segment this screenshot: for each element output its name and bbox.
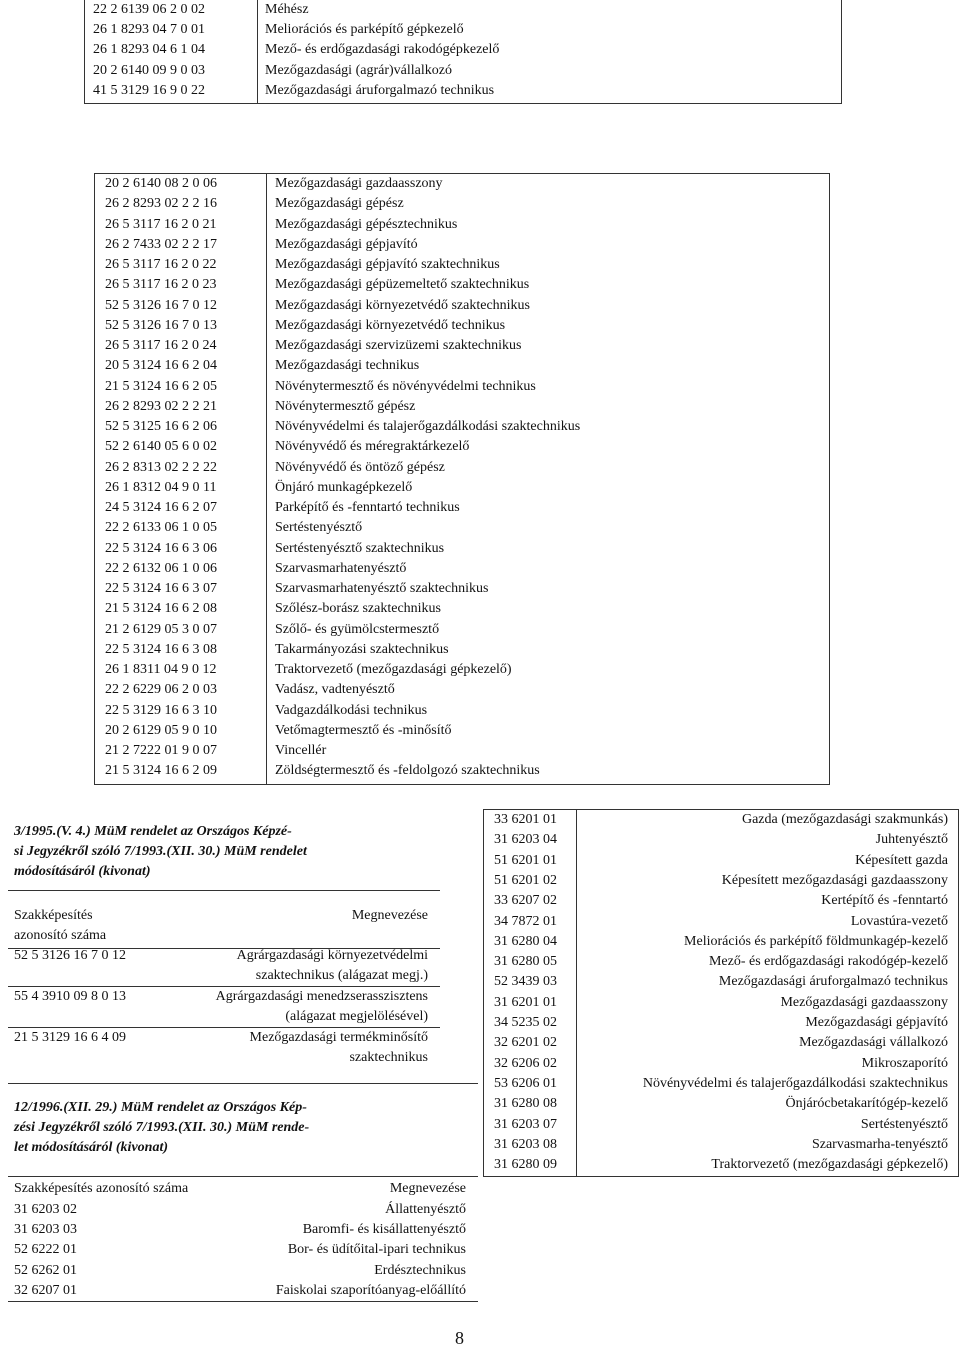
row-code: 32 6201 02 (494, 1035, 557, 1051)
row-name (250, 1028, 428, 1068)
row-name: Bor- és üdítőital-ipari technikus (287, 1242, 466, 1258)
row-name: Növényvédelmi és talajerőgazdálkodási szaktechnikus (275, 419, 581, 434)
row-name: Mezőgazdasági környezetvédő szaktechnikus (275, 297, 531, 313)
table-row (95, 559, 829, 579)
row-code: 26 2 8313 02 2 2 22 (105, 459, 217, 475)
row-name: Kertépítő és -fenntartó (821, 893, 948, 909)
table-row (484, 1054, 958, 1074)
table-row (484, 891, 958, 911)
row-name: Mező- és erdőgazdasági rakodógépkezelő (265, 42, 500, 58)
row-code: 26 1 8293 04 7 0 01 (93, 22, 205, 38)
row-code: 31 6203 08 (494, 1136, 557, 1152)
table-row (95, 539, 829, 559)
table-row (484, 1074, 958, 1094)
row-name: Mezőgazdasági szervizüzemi szaktechnikus (275, 338, 522, 353)
table-row (484, 932, 958, 952)
table-row (85, 20, 841, 40)
row-name: Méhész (265, 2, 309, 17)
row-name: Vadgazdálkodási technikus (275, 702, 428, 718)
row-code: 26 2 7433 02 2 2 17 (105, 236, 217, 252)
table-row (95, 721, 829, 741)
row-name: Mező- és erdőgazdasági rakodógép-kezelő (708, 954, 948, 970)
section-3-table (8, 890, 440, 1070)
table-row (95, 498, 829, 518)
row-name: Mikroszaporító (861, 1055, 948, 1071)
row-name: Önjárócbetakarítógép-kezelő (785, 1096, 948, 1112)
row-code: 31 6203 02 (14, 1202, 77, 1217)
row-name: Gazda (mezőgazdasági szakmunkás) (741, 812, 948, 827)
header-left-line: Szakképesítés (14, 908, 93, 923)
table-row (484, 1094, 958, 1114)
row-code: 22 2 6139 06 2 0 02 (93, 2, 205, 17)
table-row (484, 851, 958, 871)
row-name: Vadász, vadtenyésztő (275, 682, 395, 698)
row-name (237, 946, 428, 986)
section-divider (8, 1083, 478, 1084)
row-name: Önjáró munkagépkezelő (275, 479, 413, 495)
row-name: Növénytermesztő és növényvédelmi technikus (275, 378, 536, 394)
row-code: 52 2 6140 05 6 0 02 (105, 439, 217, 455)
row-name: Állattenyésztő (385, 1202, 466, 1217)
row-code: 26 5 3117 16 2 0 24 (105, 338, 217, 353)
table-row (484, 810, 958, 830)
row-name: Mezőgazdasági környezetvédő technikus (275, 317, 506, 333)
row-code: 31 6203 03 (14, 1222, 77, 1238)
table-row (484, 1135, 958, 1155)
table-row (95, 397, 829, 417)
row-code: 32 6206 02 (494, 1055, 557, 1071)
row-code: 31 6201 01 (494, 994, 557, 1010)
row-code: 21 5 3129 16 6 4 09 (14, 1030, 126, 1045)
table-row (95, 255, 829, 275)
row-code: 52 6222 01 (14, 1242, 77, 1258)
row-code: 31 6280 05 (494, 954, 557, 970)
table-row (484, 830, 958, 850)
table-row (85, 0, 841, 20)
header-left-line: azonosító száma (14, 928, 107, 943)
row-code: 21 5 3124 16 6 2 08 (105, 601, 217, 617)
table-row (484, 972, 958, 992)
table-row (95, 356, 829, 376)
header-left: Szakképesítés azonosító száma (14, 1181, 189, 1196)
row-code: 31 6203 07 (494, 1116, 557, 1132)
row-name: Parképítő és -fenntartó technikus (275, 500, 460, 515)
row-code: 53 6206 01 (494, 1075, 557, 1091)
row-code: 55 4 3910 09 8 0 13 (14, 989, 126, 1004)
row-code: 34 5235 02 (494, 1015, 557, 1030)
row-name: Mezőgazdasági áruforgalmazó technikus (718, 974, 948, 990)
title-line: let módosításáról (kivonat) (14, 1140, 168, 1155)
row-name: Növényvédelmi és talajerőgazdálkodási szaktechnikus (642, 1075, 948, 1091)
row-name: Szarvasmarhatenyésztő (275, 560, 407, 576)
table-row (95, 316, 829, 336)
row-name: Baromfi- és kisállattenyésztő (302, 1222, 466, 1238)
row-code: 20 5 3124 16 6 2 04 (105, 358, 217, 374)
row-code: 51 6201 02 (494, 872, 557, 888)
table-row (95, 417, 829, 437)
table-top (84, 0, 842, 104)
row-name-line: Agrárgazdasági környezetvédelmi (236, 948, 428, 963)
row-code: 26 5 3117 16 2 0 21 (105, 216, 217, 232)
title-line: zési Jegyzékről szóló 7/1993.(XII. 30.) MüM rende- (14, 1120, 310, 1135)
row-name: Képesített mezőgazdasági gazdaasszony (721, 872, 948, 888)
table-row (484, 1013, 958, 1033)
table-row (484, 912, 958, 932)
row-code: 26 1 8311 04 9 0 12 (105, 662, 217, 677)
table-row (8, 1281, 478, 1301)
row-code: 34 7872 01 (494, 913, 557, 929)
row-name: Meliorációs és parképítő földmunkagép-kezelő (684, 933, 948, 949)
row-code: 26 1 8293 04 6 1 04 (93, 42, 205, 58)
row-code: 26 2 8293 02 2 2 16 (105, 196, 217, 212)
row-name: Erdésztechnikus (374, 1262, 466, 1278)
row-name: Traktorvezető (mezőgazdasági gépkezelő) (711, 1157, 948, 1173)
row-name: Növényvédő és méregraktárkezelő (275, 439, 470, 455)
table-row (8, 1240, 478, 1260)
row-name: Takarmányozási szaktechnikus (275, 641, 449, 657)
row-name-line: (alágazat megjelölésével) (285, 1009, 428, 1024)
row-name: Szarvasmarha-tenyésztő (811, 1136, 948, 1152)
row-code: 52 5 3126 16 7 0 12 (105, 297, 217, 313)
row-code: 22 2 6229 06 2 0 03 (105, 682, 217, 698)
row-name: Mezőgazdasági gépjavító (275, 236, 418, 252)
table-row (95, 660, 829, 680)
table-row (95, 377, 829, 397)
row-name: Mezőgazdasági vállalkozó (799, 1035, 948, 1051)
row-name: Vincellér (275, 743, 327, 758)
row-code: 26 5 3117 16 2 0 23 (105, 277, 217, 293)
row-code: 22 2 6133 06 1 0 05 (105, 520, 217, 536)
table-row (8, 1200, 478, 1220)
table-row (95, 437, 829, 457)
row-code: 52 5 3125 16 6 2 06 (105, 419, 217, 434)
row-name: Növénytermesztő gépész (275, 398, 416, 414)
title-line: módosításáról (kivonat) (14, 864, 151, 879)
row-name: Mezőgazdasági gépésztechnikus (275, 216, 458, 232)
row-code: 21 5 3124 16 6 2 05 (105, 378, 217, 394)
row-name-line: szaktechnikus (349, 1050, 428, 1065)
header-right: Megnevezése (351, 908, 428, 923)
title-line: 3/1995.(V. 4.) MüM rendelet az Országos Képzé- (14, 824, 292, 839)
row-code: 51 6201 01 (494, 852, 557, 868)
table-row (8, 1261, 478, 1281)
row-code: 52 6262 01 (14, 1262, 77, 1278)
row-code: 31 6280 04 (494, 933, 557, 949)
row-name: Mezőgazdasági technikus (275, 358, 420, 374)
row-name: Traktorvezető (mezőgazdasági gépkezelő) (275, 662, 512, 677)
table-row (85, 81, 841, 101)
row-name: Lovastúra-vezető (850, 913, 948, 929)
row-name: Vetőmagtermesztő és -minősítő (275, 722, 452, 738)
row-name: Mezőgazdasági gépüzemeltető szaktechnikus (275, 277, 530, 293)
table-row (95, 235, 829, 255)
row-name-line: szaktechnikus (alágazat megj.) (255, 968, 428, 983)
table-row (484, 993, 958, 1013)
header-right: Megnevezése (389, 1181, 466, 1196)
row-name: Meliorációs és parképítő gépkezelő (265, 22, 464, 38)
row-name: Képesített gazda (855, 852, 948, 868)
row-name: Mezőgazdasági gépjavító szaktechnikus (275, 257, 500, 272)
table-row (484, 1115, 958, 1135)
row-name: Mezőgazdasági áruforgalmazó technikus (265, 82, 495, 98)
table-row (95, 458, 829, 478)
row-name: Juhtenyésztő (875, 832, 948, 848)
row-code: 52 5 3126 16 7 0 13 (105, 317, 217, 333)
row-code: 20 2 6140 08 2 0 06 (105, 176, 217, 191)
table-row (95, 680, 829, 700)
row-code: 31 6280 08 (494, 1096, 557, 1112)
table-row (8, 1220, 478, 1240)
title-line: si Jegyzékről szóló 7/1993.(XII. 30.) MüM rendelet (14, 844, 307, 859)
row-name: Sertéstenyésztő (275, 520, 363, 536)
table-row (95, 741, 829, 761)
row-name: Növényvédő és öntöző gépész (275, 459, 445, 475)
row-name-line: Mezőgazdasági termékminősítő (249, 1030, 428, 1045)
table-row (85, 61, 841, 81)
table-row (95, 478, 829, 498)
table-row (484, 1155, 958, 1175)
table-row (95, 640, 829, 660)
row-code: 31 6280 09 (494, 1157, 557, 1173)
row-name-line: Agrárgazdasági menedzserasszisztens (215, 989, 428, 1004)
table-row (95, 579, 829, 599)
row-code: 26 2 8293 02 2 2 21 (105, 398, 217, 414)
row-name: Mezőgazdasági gazdaasszony (275, 176, 443, 191)
row-name: Sertéstenyésztő szaktechnikus (275, 540, 445, 556)
row-name: Szőlész-borász szaktechnikus (275, 601, 441, 617)
row-code: 21 2 6129 05 3 0 07 (105, 621, 217, 637)
table-row (484, 952, 958, 972)
table-row (85, 40, 841, 60)
row-code: 32 6207 01 (14, 1282, 77, 1298)
row-code: 41 5 3129 16 9 0 22 (93, 82, 205, 98)
table-row (95, 518, 829, 538)
row-name: Sertéstenyésztő (860, 1116, 948, 1132)
row-code: 33 6201 01 (494, 812, 557, 827)
table-row (95, 336, 829, 356)
table-row (95, 275, 829, 295)
table-row (95, 296, 829, 316)
row-code: 33 6207 02 (494, 893, 557, 909)
table-row (95, 194, 829, 214)
row-name: Mezőgazdasági gazdaasszony (780, 994, 948, 1010)
row-code: 26 1 8312 04 9 0 11 (105, 479, 217, 495)
table-row (95, 215, 829, 235)
row-code: 31 6203 04 (494, 832, 557, 848)
table-row (95, 761, 829, 781)
row-name: Mezőgazdasági (agrár)vállalkozó (265, 62, 452, 78)
table-right (483, 809, 959, 1177)
section-4-table (8, 1176, 478, 1302)
table-row (95, 701, 829, 721)
row-code: 22 5 3129 16 6 3 10 (105, 702, 217, 718)
row-name: Szőlő- és gyümölcstermesztő (275, 621, 440, 637)
table-row (484, 1033, 958, 1053)
row-name (216, 987, 428, 1027)
row-code: 26 5 3117 16 2 0 22 (105, 257, 217, 272)
row-name: Szarvasmarhatenyésztő szaktechnikus (275, 581, 489, 596)
row-code: 52 3439 03 (494, 974, 557, 990)
row-name: Zöldségtermesztő és -feldolgozó szaktechnikus (275, 763, 540, 779)
row-code: 22 5 3124 16 6 3 08 (105, 641, 217, 657)
row-code: 22 5 3124 16 6 3 06 (105, 540, 217, 556)
row-code: 22 2 6132 06 1 0 06 (105, 560, 217, 576)
table-row (95, 599, 829, 619)
row-code: 20 2 6129 05 9 0 10 (105, 722, 217, 738)
row-name: Faiskolai szaporítóanyag-előállító (275, 1282, 466, 1298)
row-code: 20 2 6140 09 9 0 03 (93, 62, 205, 78)
title-line: 12/1996.(XII. 29.) MüM rendelet az Országos Kép- (14, 1100, 307, 1115)
table-row (95, 620, 829, 640)
row-code: 24 5 3124 16 6 2 07 (105, 500, 217, 515)
row-name: Mezőgazdasági gépész (275, 196, 404, 212)
row-name: Mezőgazdasági gépjavító (805, 1015, 948, 1030)
row-code: 21 5 3124 16 6 2 09 (105, 763, 217, 779)
table-row (95, 174, 829, 194)
page-number: 8 (455, 1328, 464, 1348)
row-code: 21 2 7222 01 9 0 07 (105, 743, 217, 758)
table-row (484, 871, 958, 891)
row-code: 52 5 3126 16 7 0 12 (14, 948, 126, 963)
row-code: 22 5 3124 16 6 3 07 (105, 581, 217, 596)
table-main (94, 173, 830, 785)
